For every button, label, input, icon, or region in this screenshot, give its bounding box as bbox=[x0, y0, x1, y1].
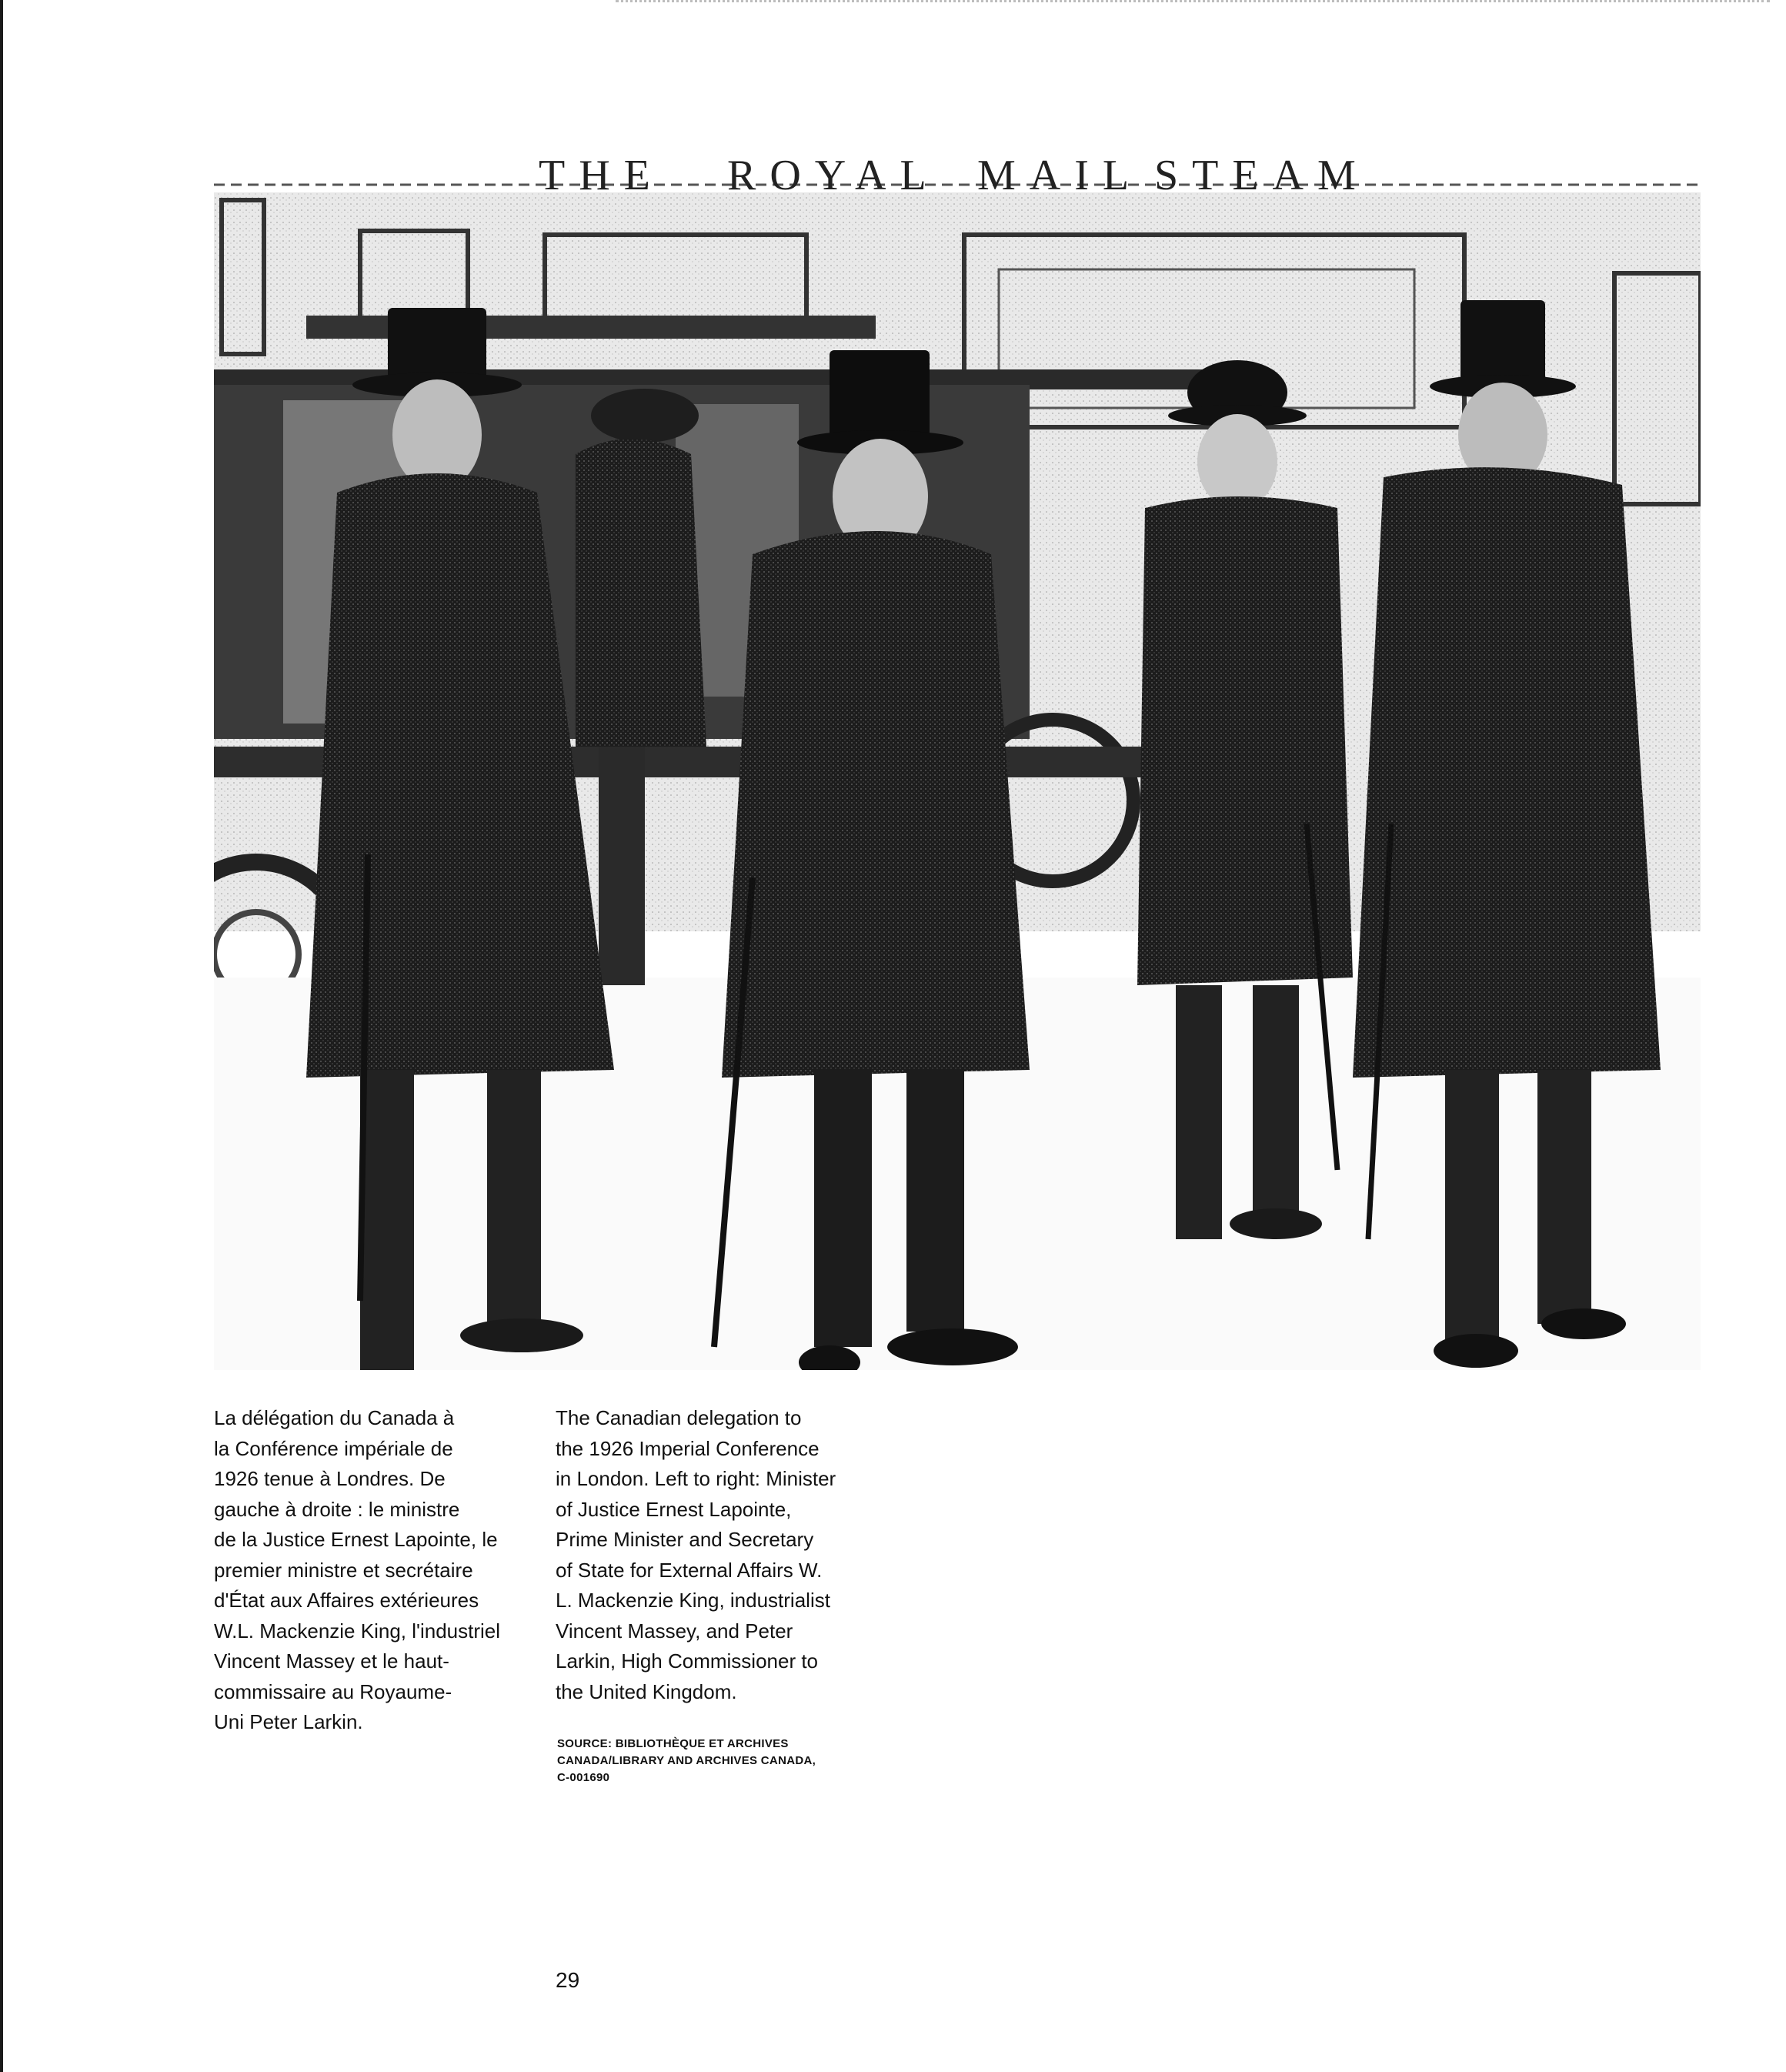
caption-line: L. Mackenzie King, industrialist bbox=[556, 1589, 830, 1612]
caption-line: Vincent Massey et le haut- bbox=[214, 1649, 449, 1673]
page-margin-rule bbox=[0, 0, 3, 2072]
caption-line: the United Kingdom. bbox=[556, 1679, 737, 1703]
source-line: SOURCE: BIBLIOTHÈQUE ET ARCHIVES bbox=[557, 1737, 789, 1750]
caption-line: de la Justice Ernest Lapointe, le bbox=[214, 1528, 498, 1551]
storefront-sign-word: ROYAL bbox=[727, 152, 940, 199]
scan-artifact-dots bbox=[616, 0, 1770, 7]
caption-line: Prime Minister and Secretary bbox=[556, 1528, 814, 1551]
storefront-sign-word: MAIL bbox=[977, 152, 1143, 199]
caption-line: of State for External Affairs W. bbox=[556, 1558, 823, 1582]
caption-french bbox=[214, 1403, 500, 1738]
page-number: 29 bbox=[556, 1968, 580, 1992]
caption-line: The Canadian delegation to bbox=[556, 1406, 802, 1429]
caption-line: W.L. Mackenzie King, l'industriel bbox=[214, 1619, 501, 1643]
caption-line: La délégation du Canada à bbox=[214, 1406, 455, 1429]
caption-line: 1926 tenue à Londres. De bbox=[214, 1467, 446, 1490]
caption-line: Larkin, High Commissioner to bbox=[556, 1649, 819, 1673]
storefront-sign-word: THE bbox=[539, 152, 664, 199]
caption-line: in London. Left to right: Minister bbox=[556, 1467, 836, 1490]
caption-line: commissaire au Royaume- bbox=[214, 1679, 452, 1703]
source-line: CANADA/LIBRARY AND ARCHIVES CANADA, bbox=[557, 1754, 816, 1767]
caption-english bbox=[556, 1403, 836, 1707]
caption-line: gauche à droite : le ministre bbox=[214, 1497, 460, 1521]
caption-line: the 1926 Imperial Conference bbox=[556, 1436, 820, 1460]
caption-line: premier ministre et secrétaire bbox=[214, 1558, 473, 1582]
storefront-sign-word: STEAM bbox=[1154, 152, 1370, 199]
photo-source-credit bbox=[557, 1736, 816, 1786]
delegation-photograph bbox=[214, 146, 1701, 1370]
caption-line: of Justice Ernest Lapointe, bbox=[556, 1497, 792, 1521]
caption-line: la Conférence impériale de bbox=[214, 1436, 453, 1460]
caption-line: Vincent Massey, and Peter bbox=[556, 1619, 793, 1643]
source-line: C-001690 bbox=[557, 1771, 610, 1784]
caption-line: d'État aux Affaires extérieures bbox=[214, 1589, 479, 1612]
caption-line: Uni Peter Larkin. bbox=[214, 1710, 363, 1733]
